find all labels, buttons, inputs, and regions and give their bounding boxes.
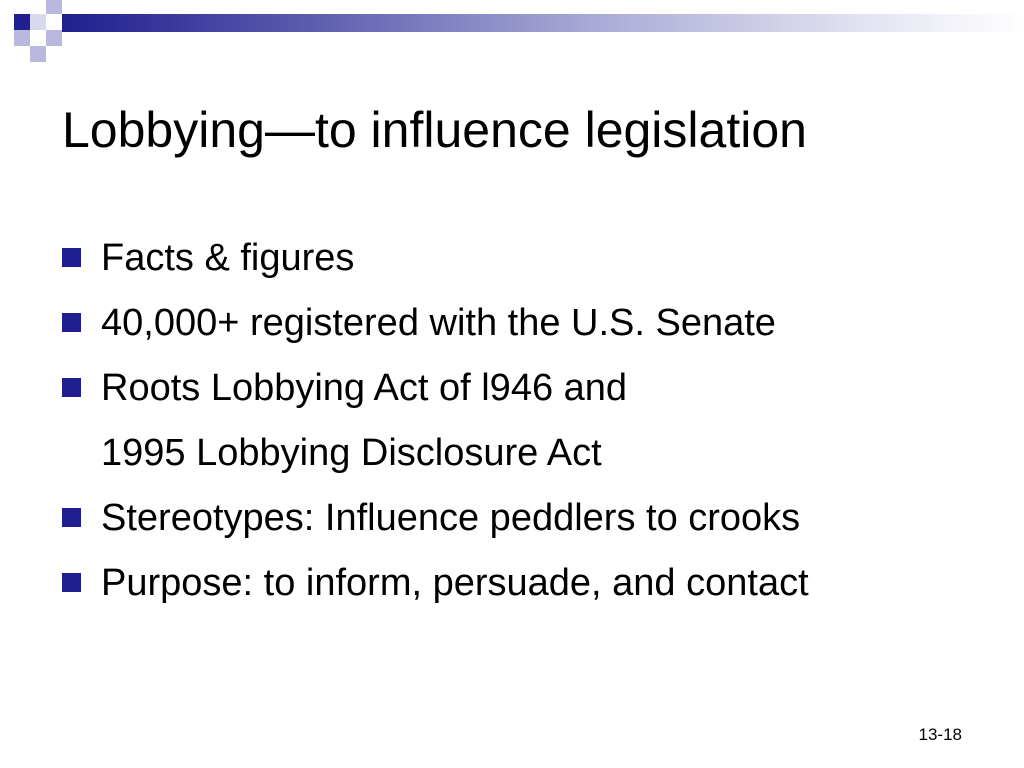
decorative-square [14,14,30,30]
bullet-item [62,485,809,550]
bullet-text: Facts & figures [101,236,355,279]
bullet-item [62,225,809,290]
slide-number: 13-18 [918,725,962,744]
bullet-item [62,550,809,615]
decorative-square [46,30,62,46]
bullet-text: Stereotypes: Influence peddlers to crooks [101,496,801,539]
decorative-square [30,46,46,62]
bullet-text: Purpose: to inform, persuade, and contact [101,561,809,604]
bullet-text: 1995 Lobbying Disclosure Act [101,431,602,474]
slide-title: Lobbying—to influence legislation [62,102,807,158]
square-bullet-icon [62,573,81,592]
bullet-text: 40,000+ registered with the U.S. Senate [101,301,776,344]
bullet-continuation [62,420,809,485]
bullet-item [62,355,809,420]
decorative-square [46,0,62,14]
square-bullet-icon [62,313,81,332]
bullet-list [62,225,809,615]
square-bullet-icon [62,378,81,397]
decorative-square [14,30,30,46]
decorative-square [30,14,46,30]
bullet-item [62,290,809,355]
square-bullet-icon [62,248,81,267]
bullet-text: Roots Lobbying Act of l946 and [101,366,628,409]
header-gradient-bar [62,14,1024,32]
square-bullet-icon [62,508,81,527]
